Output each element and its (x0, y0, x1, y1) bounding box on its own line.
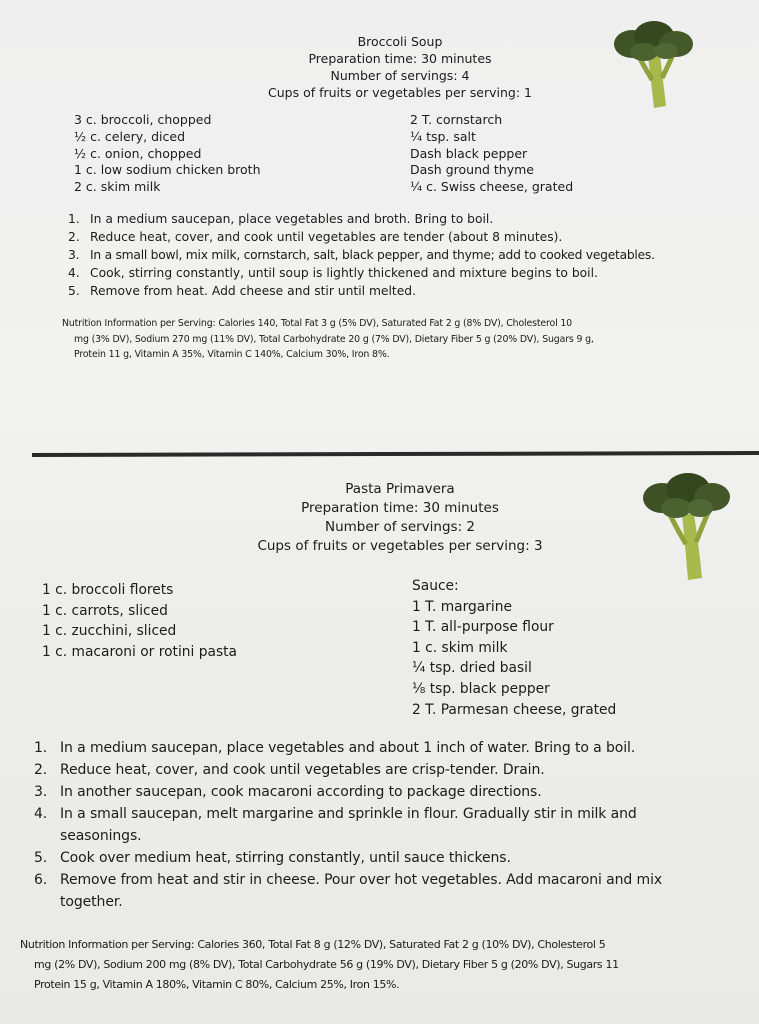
ingredient: ¼ tsp. salt (410, 128, 476, 144)
nutrition-line: Nutrition Information per Serving: Calories 140, Total Fat 3 g (5% DV), Saturated Fat 2 g (8% DV), Cholesterol 10 (62, 318, 572, 329)
ingredient: ⅛ tsp. black pepper (412, 680, 550, 697)
ingredient: Dash ground thyme (410, 162, 534, 178)
ingredient: ¼ tsp. dried basil (412, 660, 532, 677)
ingredient: 1 c. low sodium chicken broth (74, 162, 261, 178)
sauce-label: Sauce: (412, 578, 459, 594)
ingredients-left (74, 112, 261, 196)
step-number: 2. (34, 762, 48, 778)
ingredients-right (410, 112, 573, 196)
prep-time: Preparation time: 30 minutes (301, 500, 499, 516)
instruction-step (68, 210, 748, 228)
nutrition-info (20, 935, 755, 995)
step-number: 4. (68, 266, 80, 280)
broccoli-image (608, 18, 698, 110)
instructions (68, 210, 748, 300)
nutrition-info (62, 316, 752, 363)
ingredients-left (42, 580, 237, 662)
nutrition-line: Protein 15 g, Vitamin A 180%, Vitamin C 80%, Calcium 25%, Iron 15%. (34, 978, 400, 991)
ingredient: 1 c. macaroni or rotini pasta (42, 643, 238, 660)
ingredient: Dash black pepper (410, 145, 528, 161)
step-text-continued: seasonings. (60, 828, 142, 844)
step-number: 5. (34, 850, 48, 866)
cups-per-serving: Cups of fruits or vegetables per serving: 3 (257, 538, 543, 554)
step-text: Remove from heat and stir in cheese. Pour over hot vegetables. Add macaroni and mix (60, 872, 663, 888)
nutrition-line: Protein 11 g, Vitamin A 35%, Vitamin C 140%, Calcium 30%, Iron 8%. (74, 349, 390, 360)
ingredient: 1 T. all-purpose flour (412, 619, 554, 636)
step-text: Reduce heat, cover, and cook until vegetables are tender (about 8 minutes). (90, 230, 563, 244)
instruction-step (68, 282, 748, 300)
step-number: 3. (68, 248, 80, 262)
ingredient: ¼ c. Swiss cheese, grated (410, 179, 574, 195)
step-text: In a medium saucepan, place vegetables and broth. Bring to boil. (90, 212, 494, 226)
instruction-step (34, 759, 754, 781)
ingredient: 2 T. Parmesan cheese, grated (412, 701, 617, 718)
ingredient: 2 c. skim milk (74, 179, 161, 195)
ingredients-right (412, 576, 616, 720)
step-number: 3. (34, 784, 48, 800)
step-text: In another saucepan, cook macaroni according to package directions. (60, 784, 542, 800)
instruction-step (34, 737, 754, 759)
nutrition-line: mg (3% DV), Sodium 270 mg (11% DV), Total Carbohydrate 20 g (7% DV), Dietary Fiber 5 g (20% DV), Sugars 9 g, (74, 333, 594, 345)
ingredient: 1 T. margarine (412, 598, 513, 615)
instructions (34, 737, 754, 913)
nutrition-line: mg (2% DV), Sodium 200 mg (8% DV), Total Carbohydrate 56 g (19% DV), Dietary Fiber 5 g (20% DV), Sugars 11 (34, 958, 619, 971)
section-divider (32, 451, 759, 457)
instruction-step (34, 803, 754, 847)
step-number: 6. (34, 872, 48, 888)
step-text: In a medium saucepan, place vegetables and about 1 inch of water. Bring to a boil. (60, 740, 636, 756)
step-number: 5. (68, 284, 80, 298)
step-number: 1. (34, 740, 48, 756)
ingredient: ½ c. celery, diced (74, 128, 186, 144)
recipe-header (250, 33, 550, 101)
step-text-continued: together. (60, 894, 123, 910)
instruction-step (68, 246, 748, 264)
instruction-step (34, 869, 754, 913)
instruction-step (68, 228, 748, 246)
recipe-title: Broccoli Soup (357, 34, 443, 49)
step-number: 2. (68, 230, 80, 244)
step-text: In a small saucepan, melt margarine and sprinkle in flour. Gradually stir in milk and (60, 806, 637, 822)
nutrition-line: Nutrition Information per Serving: Calories 360, Total Fat 8 g (12% DV), Saturated Fat 2 g (10% DV), Cholesterol 5 (20, 938, 606, 951)
instruction-step (68, 264, 748, 282)
step-text: Cook over medium heat, stirring constantly, until sauce thickens. (60, 850, 511, 866)
ingredient: 2 T. cornstarch (410, 112, 503, 127)
cups-per-serving: Cups of fruits or vegetables per serving: 1 (268, 85, 532, 100)
broccoli-image (640, 470, 732, 582)
recipe-title: Pasta Primavera (345, 481, 455, 497)
step-text: In a small bowl, mix milk, cornstarch, salt, black pepper, and thyme; add to cooked vegetables. (90, 248, 655, 262)
ingredient: 1 c. carrots, sliced (42, 602, 168, 619)
prep-time: Preparation time: 30 minutes (308, 51, 492, 66)
ingredient: 1 c. skim milk (412, 639, 508, 656)
step-text: Cook, stirring constantly, until soup is lightly thickened and mixture begins to boil. (90, 266, 598, 280)
recipe-header (240, 480, 560, 556)
ingredient: ½ c. onion, chopped (74, 145, 202, 161)
ingredient: 1 c. broccoli florets (42, 582, 174, 598)
instruction-step (34, 847, 754, 869)
ingredient: 3 c. broccoli, chopped (74, 112, 212, 127)
instruction-step (34, 781, 754, 803)
step-number: 4. (34, 806, 48, 822)
servings: Number of servings: 2 (324, 519, 476, 535)
servings: Number of servings: 4 (330, 68, 470, 83)
ingredient: 1 c. zucchini, sliced (42, 623, 177, 640)
step-text: Reduce heat, cover, and cook until vegetables are crisp-tender. Drain. (60, 762, 545, 778)
step-text: Remove from heat. Add cheese and stir until melted. (90, 284, 417, 298)
step-number: 1. (68, 212, 80, 226)
